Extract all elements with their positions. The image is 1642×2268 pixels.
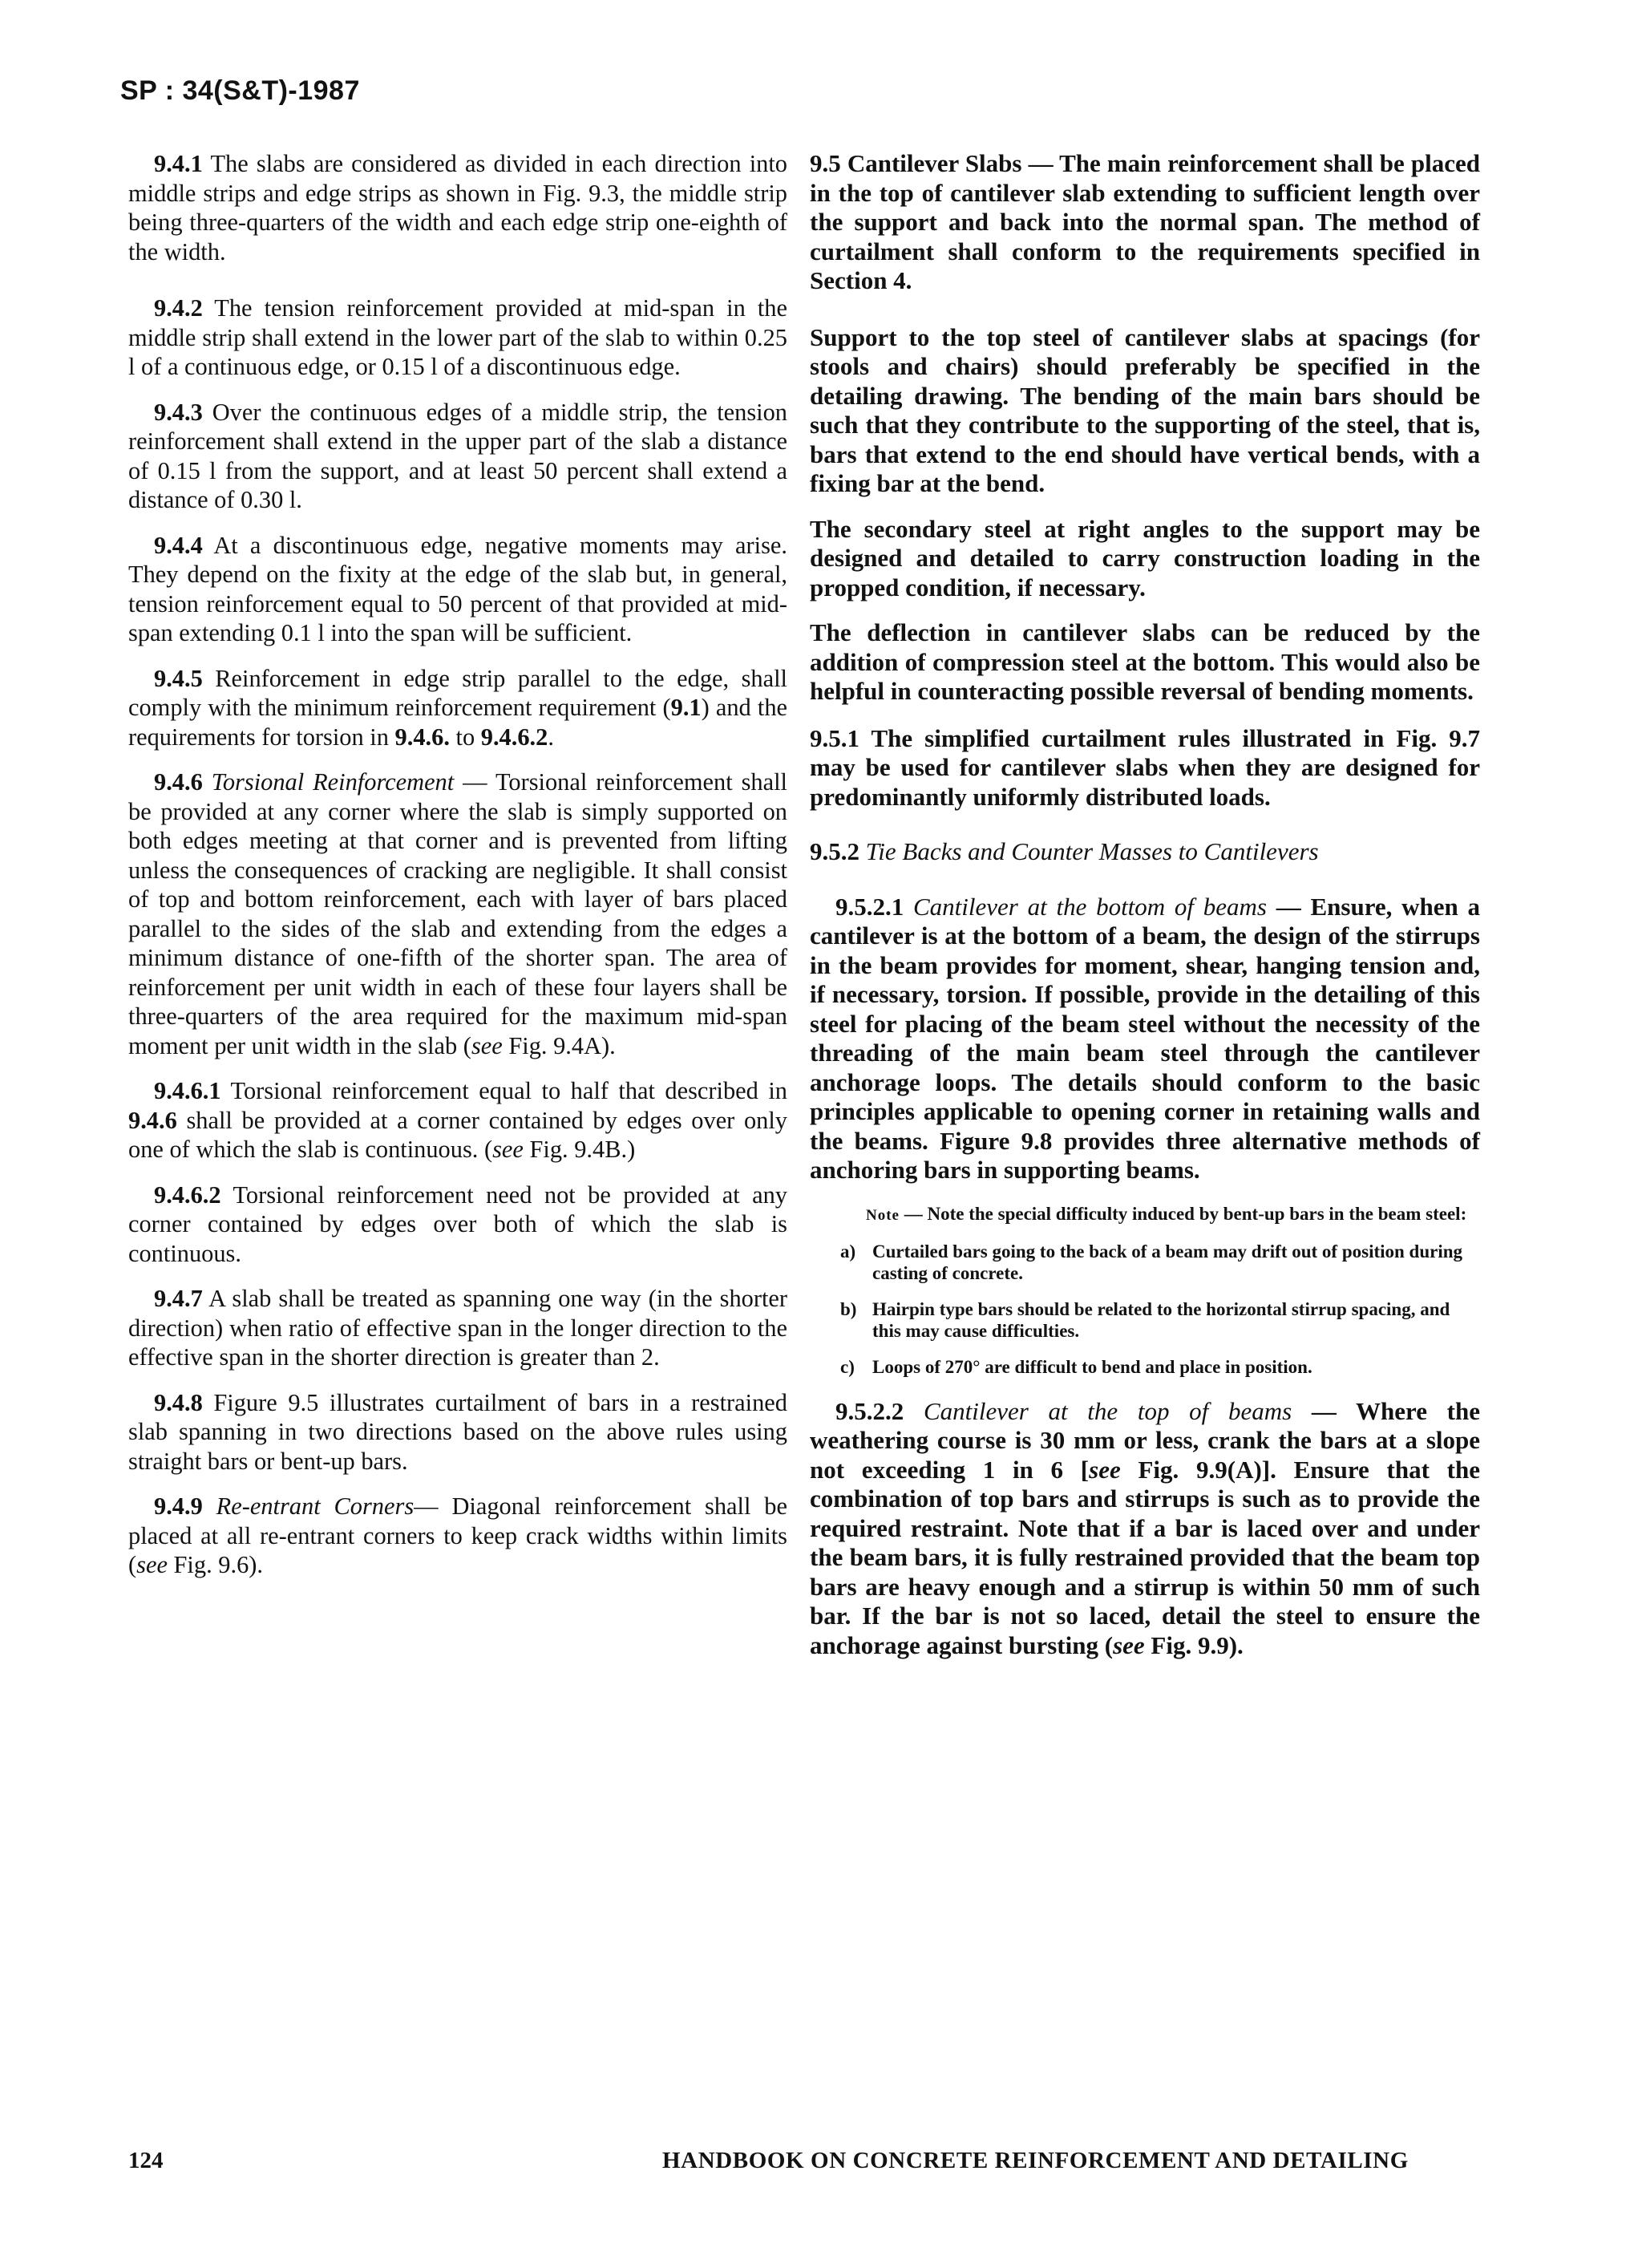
- note-item-text: Loops of 270° are difficult to bend and place in position.: [872, 1356, 1312, 1377]
- clause-text: Fig. 9.4B.): [523, 1136, 636, 1163]
- note-item-text: Hairpin type bars should be related to the horizontal stirrup spacing, and this may cause difficulties.: [872, 1298, 1450, 1341]
- clause-text: Over the continuous edges of a middle strip, the tension reinforcement shall extend in the upper part of the slab a distance of 0.15 l from the support, and at least 50 percent shall extend a distance of 0.30 l.: [128, 398, 787, 513]
- clause-text: Where the weathering course is 30 mm or less, crank the bars at a slope not exceeding 1 in 6 [: [810, 1396, 1480, 1484]
- note-item-label: a): [840, 1241, 856, 1262]
- clause-text: shall be provided at a corner contained by edges over only one of which the slab is continuous. (: [128, 1106, 787, 1163]
- clause-9-4-1: [128, 149, 787, 266]
- paragraph-support-steel: Support to the top steel of cantilever slabs at spacings (for stools and chairs) should preferably be specified in the detailing drawing. The bending of the main bars should be such that they contribute to the supporting of the steel, that is, bars that extend to the end should have vertical bends, with a fixing bar at the bend.: [810, 322, 1480, 497]
- left-column: [128, 149, 787, 1580]
- clause-title: Tie Backs and Counter Masses to Cantilevers: [865, 837, 1319, 865]
- clause-reference: 9.1: [670, 694, 702, 721]
- clause-9-5-1: [810, 724, 1480, 812]
- clause-number: 9.4.2: [154, 294, 203, 322]
- note-text: Note the special difficulty induced by bent-up bars in the beam steel:: [927, 1203, 1467, 1224]
- clause-text: Fig. 9.9(A)]. Ensure that the combination of top bars and stirrups is such as to provide the required restraint. Note that if a bar is laced over and under the beam bars, it is fully restrained provided that the beam top bars are heavy enough and a stirrup is within 50 mm of such bar. If the bar is not so laced, detail the steel to ensure the anchorage against bursting (: [810, 1455, 1481, 1659]
- document-code-header: SP : 34(S&T)-1987: [120, 75, 360, 106]
- clause-text: The slabs are considered as divided in each direction into middle strips and edge strips as shown in Fig. 9.3, the middle strip being three-quarters of the width and each edge strip one-eighth of the width.: [128, 150, 787, 265]
- clause-text: Fig. 9.4A).: [502, 1031, 616, 1059]
- clause-text: Figure 9.5 illustrates curtailment of bars in a restrained slab spanning in two directions based on the above rules using straight bars or bent-up bars.: [128, 1388, 787, 1475]
- book-title-footer: HANDBOOK ON CONCRETE REINFORCEMENT AND DETAILING: [662, 2148, 1409, 2173]
- clause-9-4-8: [128, 1388, 787, 1476]
- clause-9-4-6-2: [128, 1181, 787, 1269]
- note-item-label: c): [840, 1356, 855, 1377]
- note-item: [840, 1356, 1480, 1378]
- note-intro: [840, 1203, 1480, 1226]
- clause-text: ) and the requirements for torsion in: [128, 694, 787, 751]
- clause-number: 9.5: [810, 149, 841, 177]
- clause-title: Torsional Reinforcement: [211, 768, 455, 796]
- clause-9-5: [810, 149, 1480, 296]
- clause-reference: 9.4.6.2: [480, 723, 548, 751]
- clause-number: 9.4.6: [154, 768, 203, 796]
- title-dash: —: [1021, 149, 1060, 177]
- see-reference: see: [1113, 1630, 1145, 1659]
- clause-text: .: [548, 723, 554, 751]
- clause-title: Cantilever at the bottom of beams: [913, 892, 1267, 921]
- clause-number: 9.5.1: [810, 723, 859, 752]
- clause-number: 9.4.6.2: [154, 1181, 221, 1209]
- paragraph-secondary-steel: The secondary steel at right angles to the support may be designed and detailed to carry construction loading in the propped condition, if necessary.: [810, 514, 1480, 601]
- see-reference: see: [471, 1031, 503, 1059]
- title-dash: —: [454, 768, 495, 796]
- title-dash: —: [1292, 1396, 1357, 1425]
- clause-number: 9.5.2.1: [835, 892, 904, 921]
- clause-9-4-3: [128, 398, 787, 515]
- see-reference: see: [492, 1136, 524, 1163]
- note-item-text: Curtailed bars going to the back of a beam may drift out of position during casting of concrete.: [872, 1241, 1463, 1283]
- clause-text: At a discontinuous edge, negative moments may arise. They depend on the fixity at the edge of the slab but, in general, tension reinforcement equal to 50 percent of that provided at mid-span extending 0.1 l into the span will be sufficient.: [128, 531, 788, 646]
- clause-title: Re-entrant Corners: [216, 1492, 415, 1520]
- clause-text: The simplified curtailment rules illustrated in Fig. 9.7 may be used for cantilever slabs when they are designed for predominantly uniformly distributed loads.: [810, 723, 1480, 811]
- clause-text: The main reinforcement shall be placed in the top of cantilever slab extending to sufficient length over the support and back into the normal span. The method of curtailment shall conform to the requirements specified in Section 4.: [810, 149, 1480, 294]
- clause-9-4-7: [128, 1284, 787, 1372]
- clause-9-4-6-1: [128, 1076, 787, 1164]
- clause-number: 9.4.1: [154, 150, 203, 177]
- clause-text: to: [449, 723, 481, 751]
- clause-text: Torsional reinforcement equal to half that described in: [230, 1077, 787, 1104]
- clause-title: Cantilever Slabs: [847, 149, 1022, 177]
- clause-9-5-2: [810, 837, 1480, 867]
- note-item: [840, 1241, 1480, 1284]
- right-column: [810, 149, 1480, 1660]
- title-dash: —: [1266, 892, 1311, 921]
- clause-text: Reinforcement in edge strip parallel to the edge, shall comply with the minimum reinforcement requirement (: [128, 664, 787, 721]
- note-block: [840, 1203, 1480, 1378]
- clause-text: Torsional reinforcement need not be provided at any corner contained by edges over both of which the slab is continuous.: [128, 1181, 787, 1267]
- clause-number: 9.5.2: [810, 837, 859, 865]
- clause-text: Fig. 9.6).: [167, 1551, 263, 1578]
- page-number: 124: [128, 2148, 164, 2173]
- clause-9-4-4: [128, 531, 787, 648]
- clause-number: 9.4.3: [154, 398, 203, 426]
- see-reference: see: [136, 1551, 168, 1578]
- clause-9-4-9: [128, 1492, 787, 1580]
- clause-9-4-6: [128, 767, 787, 1060]
- note-dash: —: [899, 1203, 928, 1224]
- clause-reference: 9.4.6: [128, 1106, 177, 1134]
- clause-9-4-5: [128, 664, 787, 752]
- see-reference: see: [1089, 1455, 1121, 1484]
- note-label: Note: [866, 1206, 900, 1224]
- clause-text: Ensure, when a cantilever is at the bottom of a beam, the design of the stirrups in the beam provides for moment, shear, hanging tension and, if necessary, torsion. If possible, provide in the detailing of this steel for placing of the beam steel without the necessity of the threading of the main beam steel through the cantilever anchorage loops. The details should conform to the basic principles applicable to opening corner in retaining walls and the beams. Figure 9.8 provides three alternative methods of anchoring bars in supporting beams.: [810, 892, 1481, 1184]
- clause-number: 9.4.8: [154, 1388, 203, 1416]
- clause-9-4-2: [128, 294, 787, 382]
- clause-number: 9.4.7: [154, 1285, 203, 1312]
- clause-9-5-2-1: [810, 893, 1480, 1185]
- clause-title: Cantilever at the top of beams: [923, 1396, 1292, 1425]
- clause-number: 9.5.2.2: [835, 1396, 904, 1425]
- note-item: [840, 1298, 1480, 1342]
- clause-number: 9.4.5: [154, 664, 203, 692]
- clause-text: Diagonal reinforcement shall be placed at all re-entrant corners to keep crack widths within limits (: [128, 1492, 787, 1578]
- clause-text: Torsional reinforcement shall be provided at any corner where the slab is simply supported on both edges meeting at that corner and is prevented from lifting unless the consequences of cracking are negligible. It shall consist of top and bottom reinforcement, each with layer of bars placed parallel to the sides of the slab and extending from the edges a minimum distance of one-fifth of the shorter span. The area of reinforcement per unit width in each of these four layers shall be three-quarters of the area required for the maximum mid-span moment per unit width in the slab (: [128, 768, 787, 1059]
- clause-text: A slab shall be treated as spanning one way (in the shorter direction) when ratio of effective span in the longer direction to the effective span in the shorter direction is greater than 2.: [128, 1285, 788, 1371]
- clause-number: 9.4.4: [154, 531, 203, 559]
- clause-number: 9.4.6.1: [154, 1077, 221, 1104]
- title-dash: —: [414, 1492, 452, 1520]
- note-item-label: b): [840, 1298, 857, 1319]
- clause-number: 9.4.9: [154, 1492, 203, 1520]
- clause-reference: 9.4.6.: [394, 723, 450, 751]
- clause-text: The tension reinforcement provided at mid-span in the middle strip shall extend in the lower part of the slab to within 0.25 l of a continuous edge, or 0.15 l of a discontinuous edge.: [128, 294, 787, 380]
- clause-9-5-2-2: [810, 1397, 1480, 1661]
- paragraph-deflection: The deflection in cantilever slabs can be reduced by the addition of compression steel at the bottom. This would also be helpful in counteracting possible reversal of bending moments.: [810, 618, 1480, 705]
- clause-text: Fig. 9.9).: [1144, 1630, 1244, 1659]
